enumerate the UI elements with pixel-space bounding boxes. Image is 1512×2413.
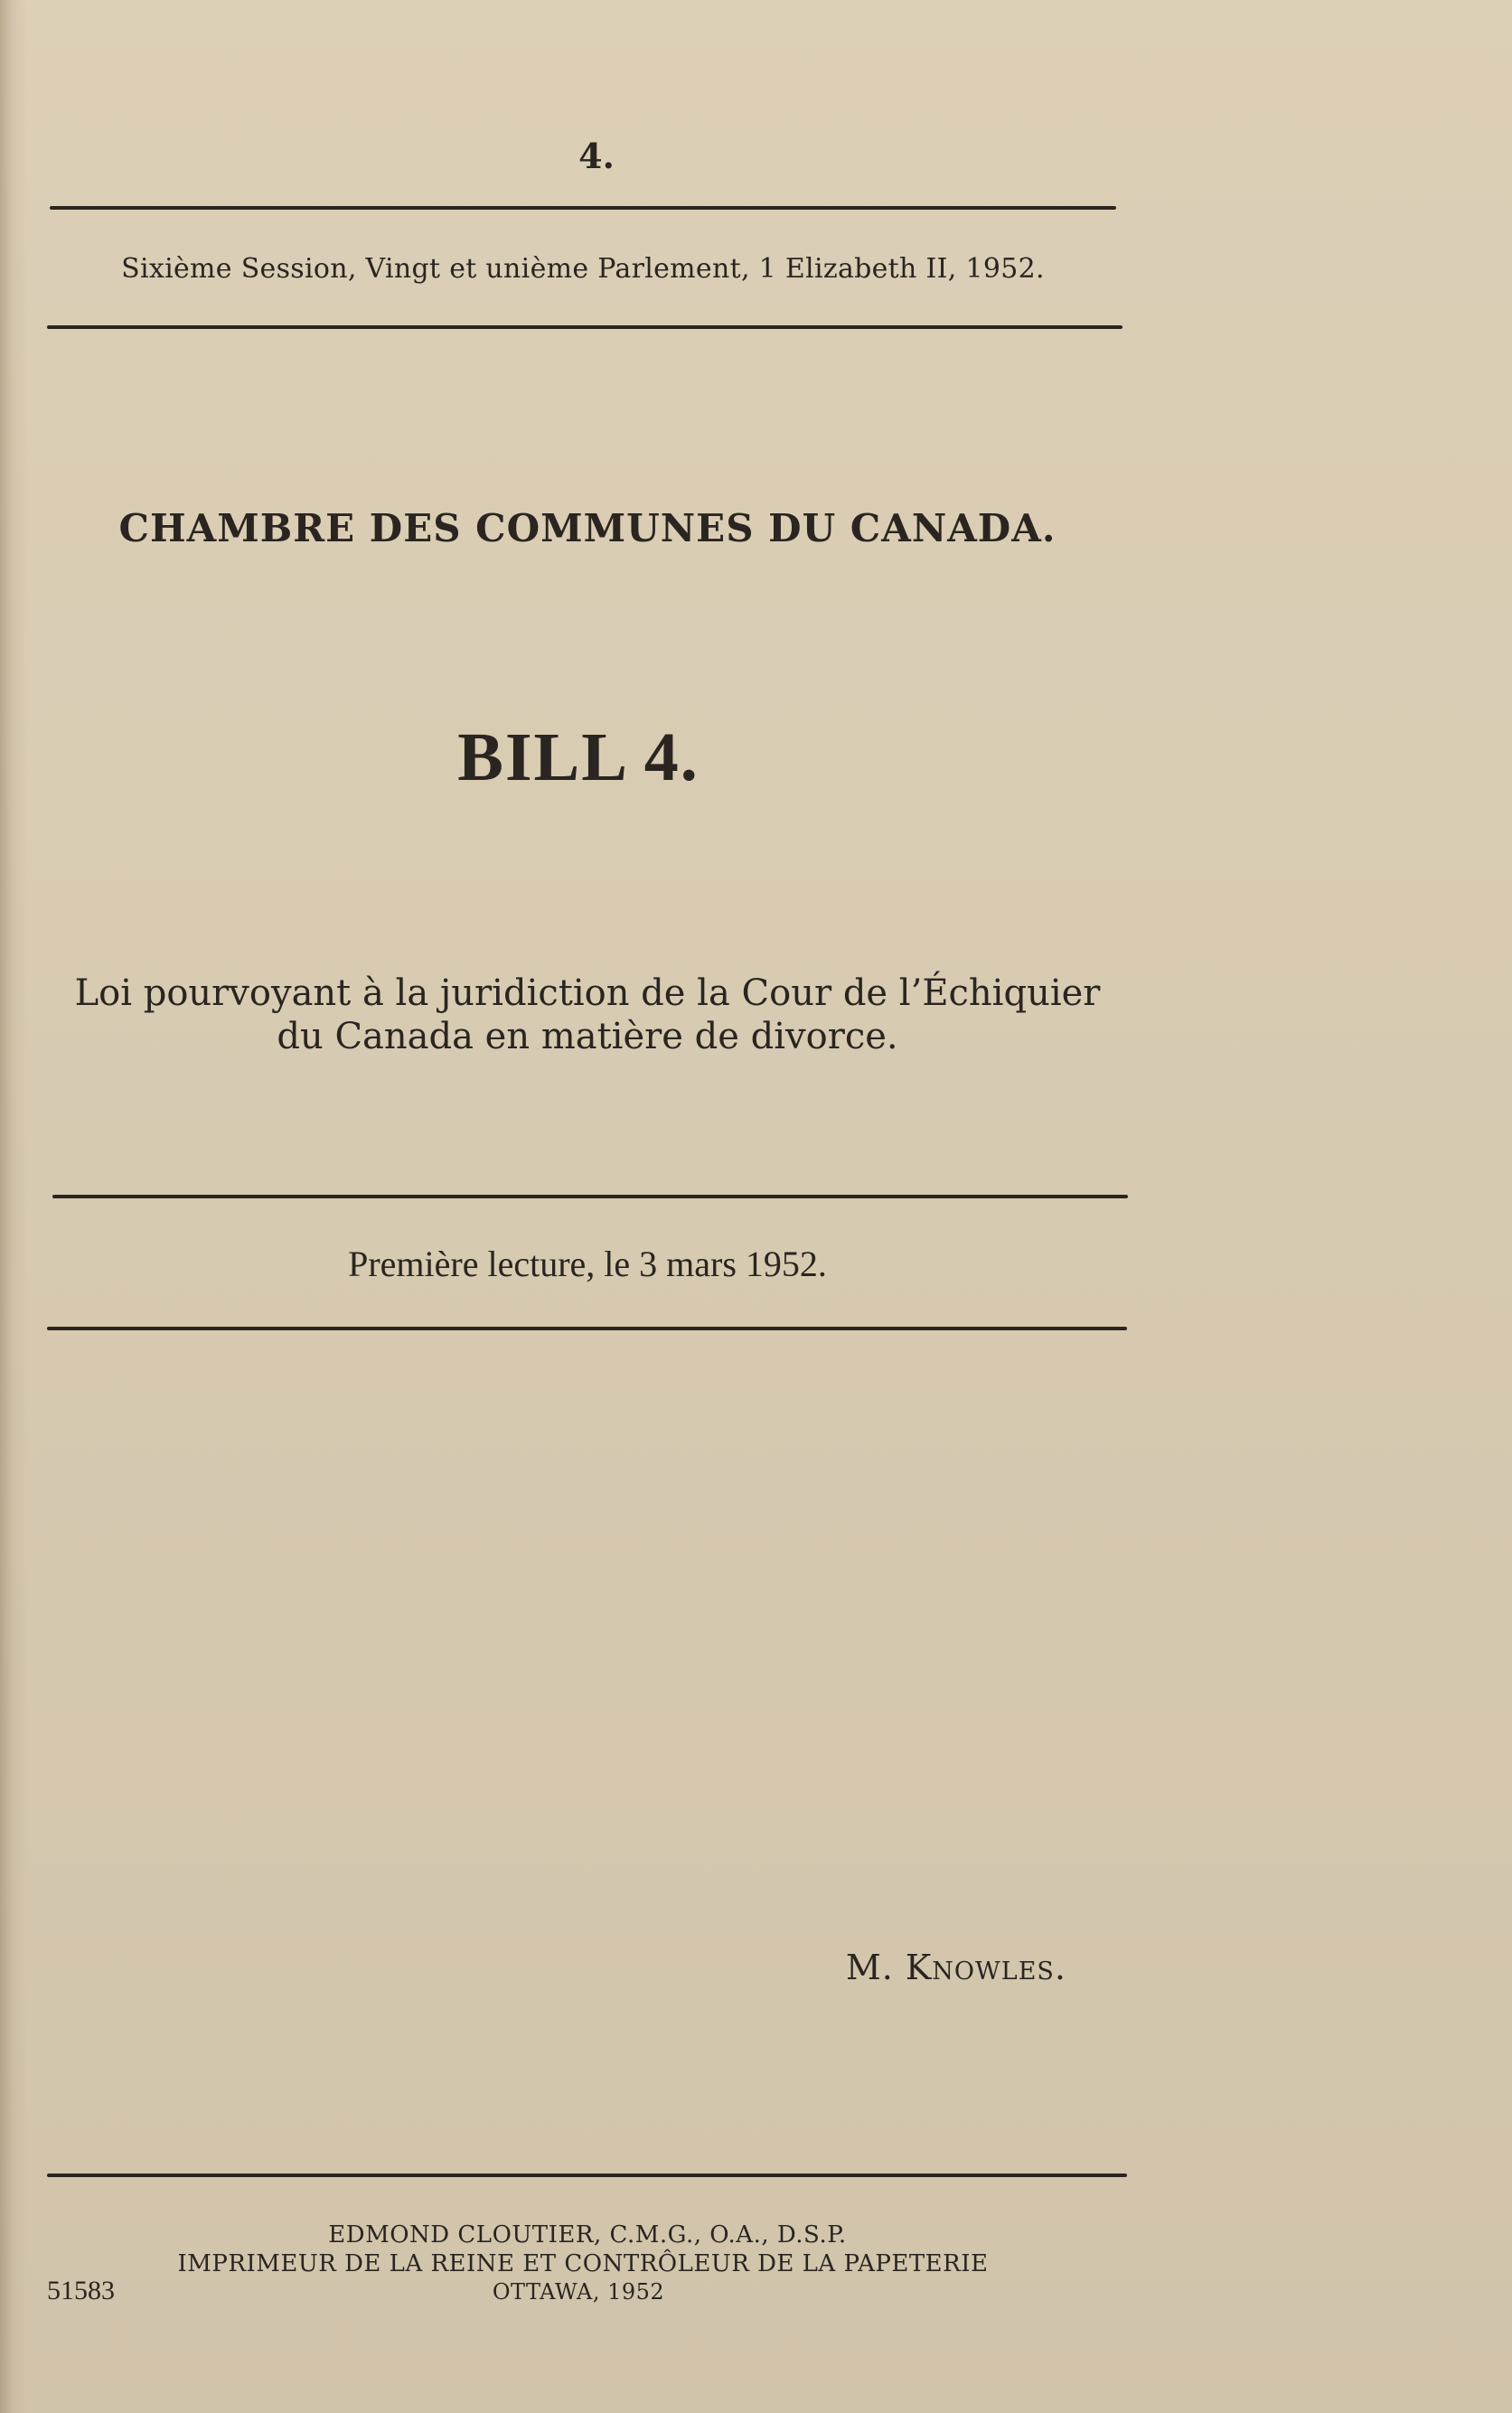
printer-rule — [47, 2174, 1127, 2177]
reading-top-rule — [52, 1195, 1128, 1198]
sponsor-name — [741, 1948, 1066, 1987]
top-rule — [50, 206, 1116, 210]
session-rule — [47, 325, 1122, 329]
printer-line-1: EDMOND CLOUTIER, C.M.G., O.A., D.S.P. — [328, 2221, 847, 2249]
reading-bottom-rule — [47, 1327, 1127, 1330]
printer-line-3: OTTAWA, 1952 — [492, 2279, 665, 2305]
chamber-title: CHAMBRE DES COMMUNES DU CANADA. — [118, 506, 1057, 550]
session-line: Sixième Session, Vingt et unième Parlement, 1 Elizabeth II, 1952. — [121, 253, 1045, 285]
first-reading: Première lecture, le 3 mars 1952. — [348, 1244, 827, 1284]
printer-line-2: IMPRIMEUR DE LA REINE ET CONTRÔLEUR DE LA PAPETERIE — [177, 2250, 989, 2277]
page-number: 4. — [578, 136, 615, 176]
serial-number: 51583 — [47, 2276, 115, 2305]
bill-description-line-2: du Canada en matière de divorce. — [277, 1016, 898, 1057]
bill-description-line-1: Loi pourvoyant à la juridiction de la Cour de l’Échiquier — [74, 972, 1101, 1014]
bill-description — [36, 972, 1139, 1058]
sponsor-name-text: M. Knowles. — [845, 1948, 1066, 1987]
bill-title: BILL 4. — [457, 719, 700, 795]
